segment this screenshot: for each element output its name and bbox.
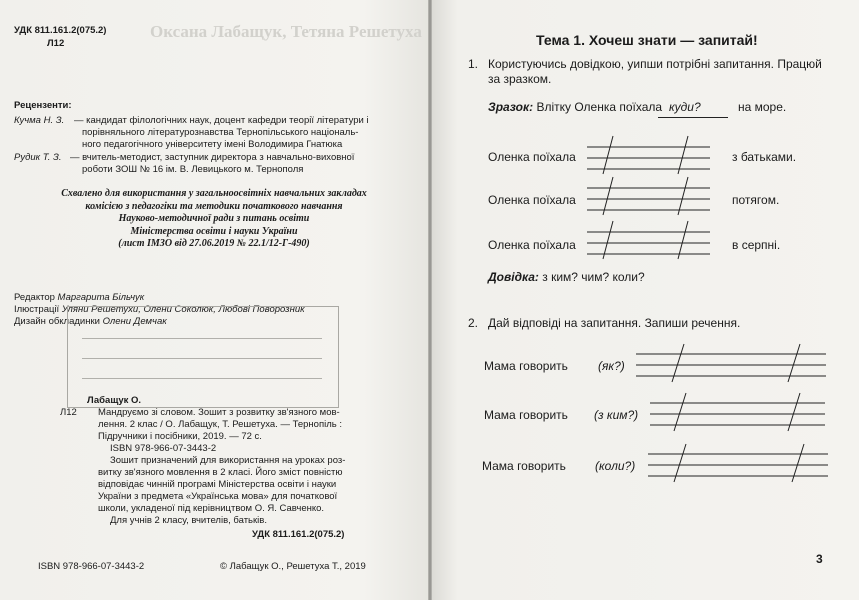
right-page <box>432 0 859 600</box>
answer-field[interactable] <box>646 441 831 483</box>
approval-line: комісією з педагогіки та методики початкового навчання <box>85 200 343 212</box>
approval-line: (лист ІМЗО від 27.06.2019 № 22.1/12-Г-490) <box>118 238 310 249</box>
row-end: в серпні. <box>732 238 781 252</box>
page-title: Тема 1. Хочеш знати — запитай! <box>536 32 758 48</box>
task2-number: 2. <box>468 316 479 330</box>
catalog-line: Підручники і посібники, 2019. — 72 с. <box>98 431 262 442</box>
task1-number: 1. <box>468 57 479 71</box>
hint: Довідка: з ким? чим? коли? <box>488 270 645 284</box>
catalog-isbn: ISBN 978-966-07-3443-2 <box>110 443 217 454</box>
approval-line: Схвалено для використання у загальноосвітніх навчальних закладах <box>61 188 367 199</box>
answer-field[interactable] <box>648 390 828 432</box>
sample-end: на море. <box>738 100 787 114</box>
reviewer1-line: ного педагогічного університету імені Володимира Гнатюка <box>82 139 343 150</box>
catalog-frame <box>67 306 339 408</box>
task2-row-start: Мама говорить <box>484 408 568 422</box>
catalog-author: Лабащук О. <box>87 395 142 406</box>
catalog-line: Мандруємо зі словом. Зошит з розвитку зв'язного мов- <box>98 407 340 418</box>
credit-editor: Редактор Маргарита Більчук <box>14 292 145 303</box>
row-end: потягом. <box>732 193 780 207</box>
approval-line: Міністерства освіти і науки України <box>130 225 298 237</box>
row-end: з батьками. <box>732 150 797 164</box>
bleed-through-authors: Оксана Лабащук, Тетяна Решетуха <box>150 22 422 41</box>
credit-cover-design: Дизайн обкладинки Олени Демчак <box>14 316 167 327</box>
frame-rule <box>82 378 322 379</box>
task2-question: (як?) <box>598 359 625 373</box>
task1-text: за зразком. <box>488 72 552 86</box>
row-start: Оленка поїхала <box>488 238 576 252</box>
reviewer1-line: порівняльного літературознавства Тернопільського національ- <box>82 127 359 138</box>
sample-sentence: Зразок: Влітку Оленка поїхала <box>488 100 663 114</box>
left-page <box>0 0 428 600</box>
task2-text: Дай відповіді на запитання. Запиши речення. <box>488 316 741 330</box>
task2-row-start: Мама говорить <box>482 459 566 473</box>
reviewer2-line: роботи ЗОШ № 16 ім. В. Левицького м. Тернополя <box>82 164 304 175</box>
annotation-line: школи, укладеної під керівництвом О. Я. Савченко. <box>98 503 325 514</box>
catalog-line: лення. 2 клас / О. Лабащук, Т. Решетуха. — Тернопіль : <box>98 419 342 430</box>
page-number: 3 <box>816 552 823 566</box>
catalog-udk: УДК 811.161.2(075.2) <box>252 529 345 540</box>
code-top: Л12 <box>47 38 65 49</box>
reviewer1-name: Кучма Н. З. <box>14 115 65 126</box>
answer-field[interactable] <box>585 175 715 217</box>
annotation-line: відповідає чинній програмі Міністерства освіти і науки <box>98 479 337 490</box>
catalog-code: Л12 <box>60 407 77 418</box>
reviewer2-line: — вчитель-методист, заступник директора з навчально-виховної <box>70 152 355 163</box>
reviewer1-line: — кандидат філологічних наук, доцент кафедри теорії літератури і <box>74 115 369 126</box>
row-start: Оленка поїхала <box>488 193 576 207</box>
answer-field[interactable] <box>634 341 829 383</box>
task1-text: Користуючись довідкою, уипши потрібні запитання. Працюй <box>488 57 822 71</box>
reviewers-heading: Рецензенти: <box>14 100 72 111</box>
isbn-bottom: ISBN 978-966-07-3443-2 <box>38 561 145 572</box>
frame-rule <box>82 338 322 339</box>
udk-top: УДК 811.161.2(075.2) <box>14 25 107 36</box>
reviewer2-name: Рудик Т. З. <box>14 152 62 163</box>
task2-question: (з ким?) <box>594 408 639 422</box>
task2-question: (коли?) <box>595 459 636 473</box>
annotation-line: Для учнів 2 класу, вчителів, батьків. <box>110 515 267 526</box>
annotation-line: витку зв'язного мовлення в 2 класі. Його зміст повністю <box>98 467 343 478</box>
approval-block <box>10 188 418 251</box>
task2-row-start: Мама говорить <box>484 359 568 373</box>
row-start: Оленка поїхала <box>488 150 576 164</box>
sample-underline <box>658 117 728 118</box>
copyright: © Лабащук О., Решетуха Т., 2019 <box>220 561 366 572</box>
answer-field[interactable] <box>585 219 715 261</box>
annotation-line: Зошит призначений для використання на уроках роз- <box>110 455 346 466</box>
sample-answer: куди? <box>669 100 701 114</box>
annotation-line: України з предмета «Українська мова» для початкової <box>98 491 338 502</box>
frame-rule <box>82 358 322 359</box>
answer-field[interactable] <box>585 134 715 176</box>
approval-line: Науково-методичної ради з питань освіти <box>118 213 310 224</box>
credit-illustrations: Ілюстрації Уляни Решетухи, Олени Соколюк, Любові Поворозник <box>14 304 305 315</box>
